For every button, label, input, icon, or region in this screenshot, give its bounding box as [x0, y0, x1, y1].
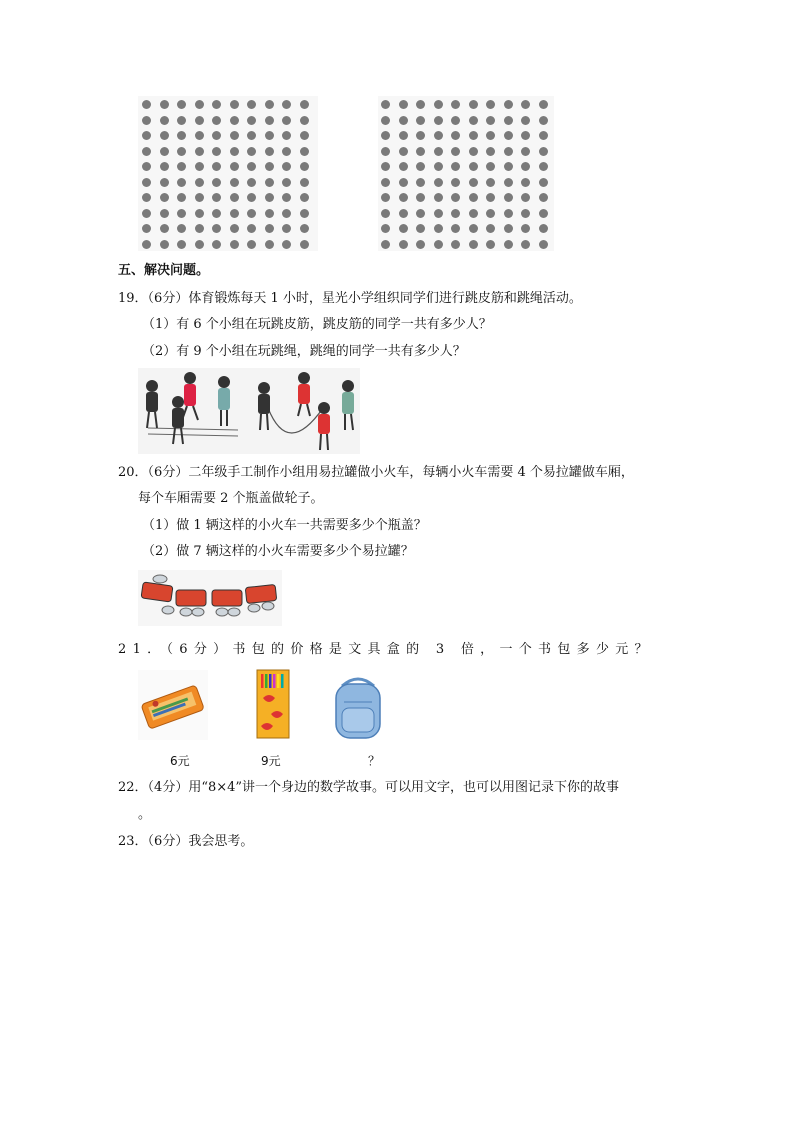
dot [300, 209, 309, 218]
q22-line2: 。 [138, 807, 152, 822]
dot [247, 224, 256, 233]
dot [416, 193, 425, 202]
dot [265, 209, 274, 218]
q19-sub2: （2）有 9 个小组在玩跳绳，跳绳的同学一共有多少人？ [142, 344, 466, 359]
dot [451, 178, 460, 187]
q20-stem-line2: 每个车厢需要 2 个瓶盖做轮子。 [138, 491, 324, 506]
q20-sub2: （2）做 7 辆这样的小火车需要多少个易拉罐？ [142, 544, 414, 559]
q19-stem: 19．（6分）体育锻炼每天 1 小时，星光小学组织同学们进行跳皮筋和跳绳活动。 [118, 291, 582, 306]
q23-stem: 23．（6分）我会思考。 [118, 834, 254, 849]
dot [230, 116, 239, 125]
dot [486, 116, 495, 125]
dot [434, 116, 443, 125]
dot [399, 224, 408, 233]
dot [177, 193, 186, 202]
dot [160, 116, 169, 125]
dot [142, 193, 151, 202]
dot [300, 147, 309, 156]
dot [504, 116, 513, 125]
dot [416, 147, 425, 156]
dot [230, 162, 239, 171]
q20-can-train-illustration [138, 570, 282, 626]
dot [486, 193, 495, 202]
dot [212, 162, 221, 171]
dot [247, 193, 256, 202]
dot [399, 178, 408, 187]
dot [195, 131, 204, 140]
dot [282, 224, 291, 233]
dot [539, 178, 548, 187]
dot [265, 178, 274, 187]
dot [434, 178, 443, 187]
dot [142, 209, 151, 218]
dot [399, 147, 408, 156]
dot [521, 147, 530, 156]
dot [300, 224, 309, 233]
dot [195, 162, 204, 171]
dot [300, 240, 309, 249]
dot [247, 131, 256, 140]
dot [212, 116, 221, 125]
dot-grid-left [142, 100, 312, 253]
dot [195, 178, 204, 187]
dot [469, 224, 478, 233]
dot [399, 100, 408, 109]
dot [469, 162, 478, 171]
dot [247, 147, 256, 156]
dot [282, 193, 291, 202]
dot [381, 224, 390, 233]
dot [451, 147, 460, 156]
dot [160, 147, 169, 156]
dot [486, 224, 495, 233]
dot [521, 162, 530, 171]
dot [521, 209, 530, 218]
q19-sub1: （1）有 6 个小组在玩跳皮筋，跳皮筋的同学一共有多少人？ [142, 317, 492, 332]
dot [212, 131, 221, 140]
dot [504, 147, 513, 156]
dot [381, 147, 390, 156]
dot [434, 162, 443, 171]
dot [486, 131, 495, 140]
dot [469, 178, 478, 187]
dot [539, 209, 548, 218]
pencil-box-image [255, 668, 291, 740]
dot [300, 116, 309, 125]
dot [416, 240, 425, 249]
dot [282, 209, 291, 218]
dot [230, 209, 239, 218]
dot [399, 240, 408, 249]
dot [434, 240, 443, 249]
dot [282, 147, 291, 156]
backpack-image [328, 672, 388, 744]
dot [539, 147, 548, 156]
dot [381, 193, 390, 202]
dot [434, 224, 443, 233]
dot [434, 100, 443, 109]
dot [469, 147, 478, 156]
dot [381, 100, 390, 109]
dot [451, 224, 460, 233]
dot [265, 100, 274, 109]
dot [195, 193, 204, 202]
dot [381, 162, 390, 171]
dot [177, 178, 186, 187]
dot [504, 162, 513, 171]
dot [265, 193, 274, 202]
dot [230, 147, 239, 156]
dot [521, 224, 530, 233]
dot [399, 209, 408, 218]
dot [381, 209, 390, 218]
dot [486, 162, 495, 171]
dot [399, 131, 408, 140]
dot [142, 240, 151, 249]
pencil-case-price: 6元 [170, 754, 190, 768]
dot [486, 147, 495, 156]
dot [469, 131, 478, 140]
dot [195, 116, 204, 125]
dot [265, 147, 274, 156]
dot [521, 240, 530, 249]
dot [504, 100, 513, 109]
dot [142, 224, 151, 233]
dot [300, 131, 309, 140]
dot [195, 100, 204, 109]
q22-line1: 22．（4分）用“8×4”讲一个身边的数学故事。可以用文字，也可以用图记录下你的故事 [118, 780, 620, 795]
dot [212, 147, 221, 156]
section-heading: 五、解决问题。 [118, 263, 210, 278]
dot [451, 100, 460, 109]
dot [434, 209, 443, 218]
dot [247, 209, 256, 218]
dot [300, 178, 309, 187]
dot [451, 131, 460, 140]
dot [504, 193, 513, 202]
dot [177, 100, 186, 109]
dot [381, 240, 390, 249]
dot [416, 224, 425, 233]
dot [399, 162, 408, 171]
dot [142, 162, 151, 171]
dot [416, 116, 425, 125]
dot [416, 131, 425, 140]
dot [504, 209, 513, 218]
dot [265, 116, 274, 125]
dot [539, 131, 548, 140]
dot [282, 116, 291, 125]
dot [142, 131, 151, 140]
dot [212, 209, 221, 218]
dot [212, 100, 221, 109]
dot [247, 178, 256, 187]
dot [434, 147, 443, 156]
dot [300, 162, 309, 171]
dot [212, 224, 221, 233]
dot [434, 131, 443, 140]
dot [539, 193, 548, 202]
dot [521, 116, 530, 125]
dot [451, 193, 460, 202]
dot [177, 240, 186, 249]
dot [451, 209, 460, 218]
dot [212, 240, 221, 249]
dot [486, 100, 495, 109]
dot [195, 240, 204, 249]
dot [469, 116, 478, 125]
dot [247, 116, 256, 125]
dot [195, 224, 204, 233]
dot [230, 178, 239, 187]
dot [282, 100, 291, 109]
dot [212, 178, 221, 187]
dot [142, 147, 151, 156]
dot [247, 240, 256, 249]
dot [265, 131, 274, 140]
dot [265, 224, 274, 233]
dot [521, 131, 530, 140]
dot [434, 193, 443, 202]
dot [300, 193, 309, 202]
dot [230, 224, 239, 233]
dot [504, 240, 513, 249]
dot [142, 116, 151, 125]
dot [521, 100, 530, 109]
dot [469, 209, 478, 218]
q20-sub1: （1）做 1 辆这样的小火车一共需要多少个瓶盖？ [142, 518, 427, 533]
dot [381, 116, 390, 125]
dot [177, 209, 186, 218]
dot [177, 131, 186, 140]
pencil-case-image [138, 670, 208, 740]
dot [212, 193, 221, 202]
dot [469, 193, 478, 202]
dot [451, 162, 460, 171]
dot [300, 100, 309, 109]
dot [521, 178, 530, 187]
dot-grid-right [381, 100, 551, 253]
dot [504, 178, 513, 187]
dot [539, 116, 548, 125]
dot [282, 240, 291, 249]
dot [282, 162, 291, 171]
dot [504, 131, 513, 140]
dot [230, 100, 239, 109]
dot [195, 147, 204, 156]
dot [247, 100, 256, 109]
dot [539, 100, 548, 109]
q20-stem-line1: 20．（6分）二年级手工制作小组用易拉罐做小火车，每辆小火车需要 4 个易拉罐做车厢， [118, 465, 634, 480]
dot [451, 116, 460, 125]
dot [486, 209, 495, 218]
dot [195, 209, 204, 218]
dot [160, 100, 169, 109]
dot [381, 131, 390, 140]
dot [282, 131, 291, 140]
dot [142, 100, 151, 109]
dot [160, 224, 169, 233]
dot [160, 131, 169, 140]
q19-illustration [138, 368, 360, 454]
dot [521, 193, 530, 202]
dot [230, 193, 239, 202]
dot [469, 100, 478, 109]
dot [230, 131, 239, 140]
dot [451, 240, 460, 249]
dot [160, 240, 169, 249]
dot [247, 162, 256, 171]
dot [539, 224, 548, 233]
dot [177, 224, 186, 233]
dot [230, 240, 239, 249]
dot [381, 178, 390, 187]
dot [486, 178, 495, 187]
dot [265, 240, 274, 249]
backpack-price: ？ [368, 754, 381, 768]
dot [416, 209, 425, 218]
dot [469, 240, 478, 249]
dot [416, 178, 425, 187]
dot [160, 162, 169, 171]
pencil-box-price: 9元 [261, 754, 281, 768]
dot [399, 116, 408, 125]
dot [160, 209, 169, 218]
dot [177, 162, 186, 171]
dot [177, 147, 186, 156]
dot [142, 178, 151, 187]
dot [416, 100, 425, 109]
dot [486, 240, 495, 249]
dot [539, 240, 548, 249]
dot [282, 178, 291, 187]
dot [539, 162, 548, 171]
dot [399, 193, 408, 202]
dot [416, 162, 425, 171]
dot [177, 116, 186, 125]
dot [504, 224, 513, 233]
q21-stem: 21．（6分）书包的价格是文具盒的 3 倍，一个书包多少元？ [118, 642, 654, 657]
dot [265, 162, 274, 171]
dot [160, 178, 169, 187]
dot [160, 193, 169, 202]
